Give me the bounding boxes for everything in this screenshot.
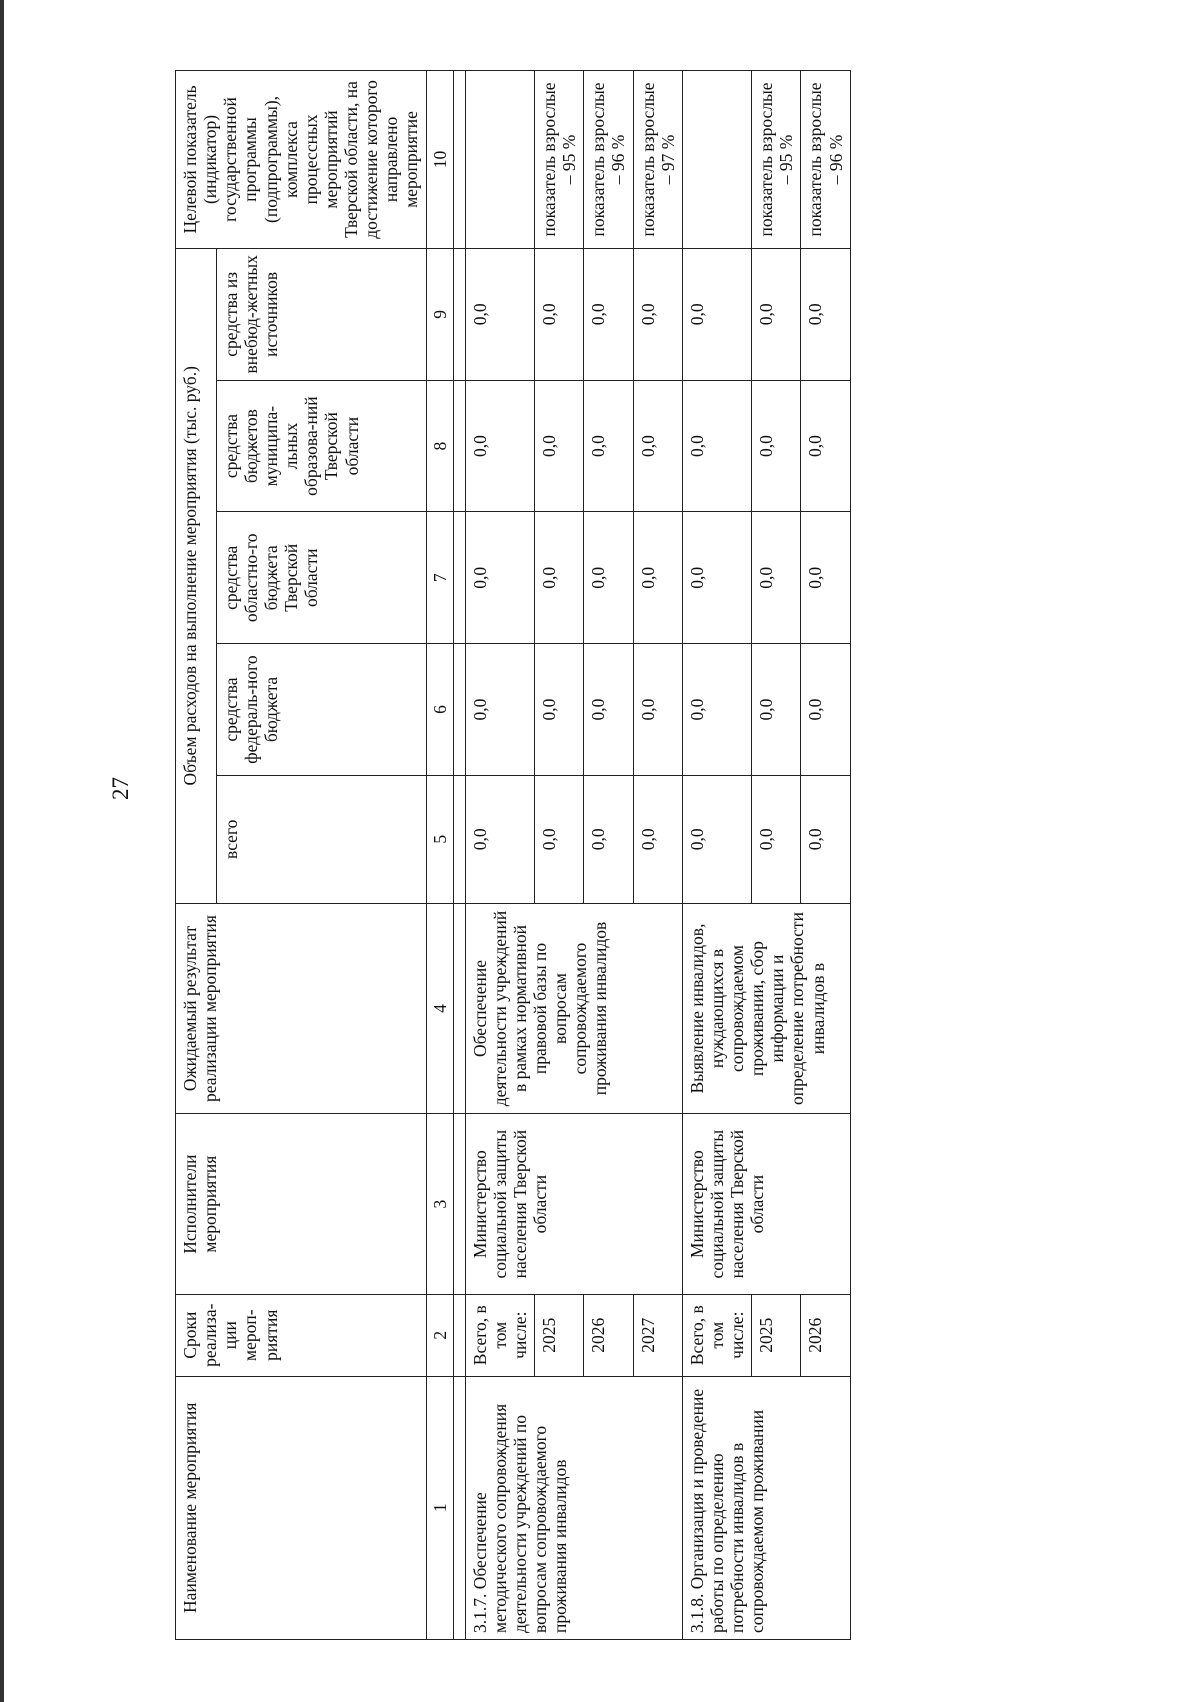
value-municipal: 0,0: [682, 380, 751, 512]
value-total: 0,0: [801, 775, 850, 903]
target-cell: [682, 71, 751, 249]
value-regional: 0,0: [801, 512, 850, 644]
value-total: 0,0: [633, 775, 682, 903]
value-federal: 0,0: [465, 644, 534, 776]
header-volume-group: Объем расходов на выполнение мероприятия (тыс. руб.): [176, 248, 217, 903]
header-name: Наименование мероприятия: [176, 1376, 427, 1639]
col-number: 6: [426, 644, 453, 776]
rotated-table-wrapper: [175, 70, 1175, 1640]
result-cell: Выявление инвалидов, нуждающихся в сопровождаемом проживании, сбор информации и определение потребности инвалидов в: [682, 903, 850, 1114]
col-number: 8: [426, 380, 453, 512]
value-total: 0,0: [535, 775, 584, 903]
value-total: 0,0: [584, 775, 633, 903]
col-number: 1: [426, 1376, 453, 1639]
header-extrabudget: средства из внебюд-жетных источников: [216, 248, 426, 380]
value-federal: 0,0: [633, 644, 682, 776]
period-cell: 2025: [752, 1294, 801, 1376]
col-number: 3: [426, 1114, 453, 1294]
header-target: Целевой показатель (индикатор) государственной программы (подпрограммы), комплекса процессных мероприятий Тверской области, на достижение которого направлено мероприятие: [176, 71, 427, 249]
target-cell: [465, 71, 534, 249]
period-cell: 2026: [584, 1294, 633, 1376]
value-municipal: 0,0: [633, 380, 682, 512]
period-cell: 2026: [801, 1294, 850, 1376]
value-regional: 0,0: [682, 512, 751, 644]
value-federal: 0,0: [801, 644, 850, 776]
target-cell: показатель взрослые – 95 %: [535, 71, 584, 249]
value-municipal: 0,0: [465, 380, 534, 512]
table-row: [465, 71, 534, 1640]
value-extrabudget: 0,0: [535, 248, 584, 380]
value-regional: 0,0: [633, 512, 682, 644]
col-number: 2: [426, 1294, 453, 1376]
col-number: 5: [426, 775, 453, 903]
period-cell: Всего, в том числе:: [682, 1294, 751, 1376]
period-cell: Всего, в том числе:: [465, 1294, 534, 1376]
col-number: 4: [426, 903, 453, 1114]
header-federal: средства федераль-ного бюджета: [216, 644, 426, 776]
header-regional: средства областно-го бюджета Тверской области: [216, 512, 426, 644]
value-extrabudget: 0,0: [465, 248, 534, 380]
period-cell: 2025: [535, 1294, 584, 1376]
value-extrabudget: 0,0: [633, 248, 682, 380]
header-total: всего: [216, 775, 426, 903]
value-federal: 0,0: [752, 644, 801, 776]
column-number-row: [426, 71, 453, 1640]
header-result: Ожидаемый результат реализации мероприятия: [176, 903, 427, 1114]
col-number: 10: [426, 71, 453, 249]
scan-edge: [0, 0, 4, 1702]
header-municipal: средства бюджетов муниципа-льных образова-ний Тверской области: [216, 380, 426, 512]
col-number: 7: [426, 512, 453, 644]
value-extrabudget: 0,0: [752, 248, 801, 380]
value-municipal: 0,0: [752, 380, 801, 512]
measure-name: 3.1.8. Организация и проведение работы по определению потребности инвалидов в сопровождаемом проживании: [682, 1376, 850, 1639]
spacer-row: [453, 71, 465, 1640]
page-number: 27: [108, 777, 133, 800]
value-municipal: 0,0: [801, 380, 850, 512]
col-number: 9: [426, 248, 453, 380]
table-row: [682, 71, 751, 1640]
executor-cell: Министерство социальной защиты населения Тверской области: [682, 1114, 850, 1294]
value-federal: 0,0: [535, 644, 584, 776]
target-cell: показатель взрослые – 97 %: [633, 71, 682, 249]
value-extrabudget: 0,0: [584, 248, 633, 380]
period-cell: 2027: [633, 1294, 682, 1376]
value-total: 0,0: [682, 775, 751, 903]
measure-name: 3.1.7. Обеспечение методического сопровождения деятельности учреждений по вопросам сопровождаемого проживания инвалидов: [465, 1376, 682, 1639]
value-regional: 0,0: [535, 512, 584, 644]
target-cell: показатель взрослые – 96 %: [584, 71, 633, 249]
result-cell: Обеспечение деятельности учреждений в рамках нормативной правовой базы по вопросам сопровождаемого проживания инвалидов: [465, 903, 682, 1114]
measures-table: [175, 70, 851, 1640]
target-cell: показатель взрослые – 96 %: [801, 71, 850, 249]
value-municipal: 0,0: [535, 380, 584, 512]
value-total: 0,0: [465, 775, 534, 903]
value-regional: 0,0: [584, 512, 633, 644]
value-extrabudget: 0,0: [801, 248, 850, 380]
value-extrabudget: 0,0: [682, 248, 751, 380]
value-federal: 0,0: [584, 644, 633, 776]
value-total: 0,0: [752, 775, 801, 903]
value-regional: 0,0: [465, 512, 534, 644]
value-regional: 0,0: [752, 512, 801, 644]
header-executor: Исполнители мероприятия: [176, 1114, 427, 1294]
executor-cell: Министерство социальной защиты населения Тверской области: [465, 1114, 682, 1294]
target-cell: показатель взрослые – 95 %: [752, 71, 801, 249]
value-federal: 0,0: [682, 644, 751, 776]
value-municipal: 0,0: [584, 380, 633, 512]
header-period: Сроки реализа-ции мероп-риятия: [176, 1294, 427, 1376]
